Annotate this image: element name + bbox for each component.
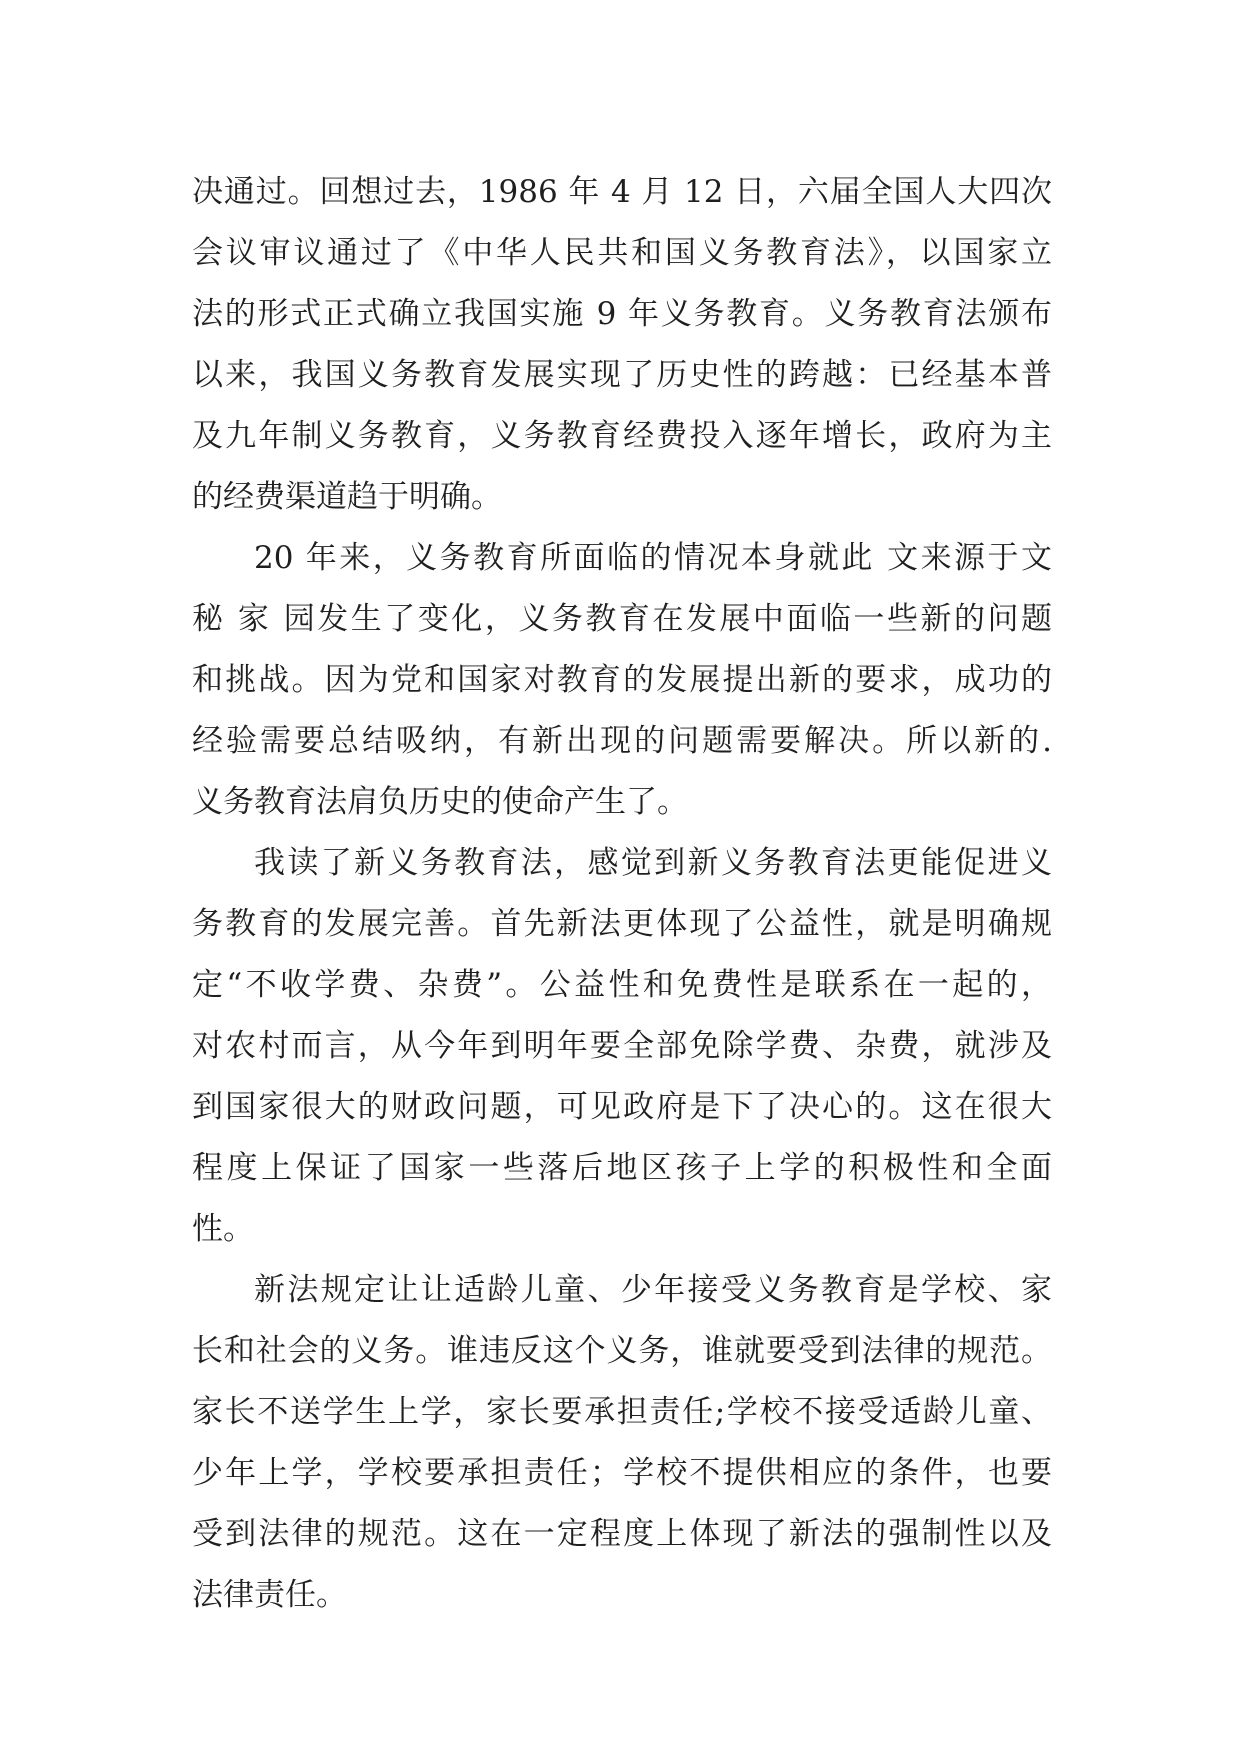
text-line: 我读了新义务教育法，感觉到新义务教育法更能促进义 bbox=[254, 845, 1052, 881]
text-line: 长和社会的义务。谁违反这个义务，谁就要受到法律的规范。 bbox=[192, 1333, 1052, 1369]
text-line: 定“不收学费、杂费”。公益性和免费性是联系在一起的， bbox=[192, 967, 1052, 1003]
text-line: 的经费渠道趋于明确。 bbox=[192, 479, 502, 515]
text-line: 程度上保证了国家一些落后地区孩子上学的积极性和全面 bbox=[192, 1150, 1052, 1186]
text-line: 务教育的发展完善。首先新法更体现了公益性，就是明确规 bbox=[192, 906, 1052, 942]
paragraph-4 bbox=[192, 1260, 1052, 1626]
document-body bbox=[192, 162, 1052, 1626]
paragraph-2 bbox=[192, 528, 1052, 833]
text-line: 法的形式正式确立我国实施 9 年义务教育。义务教育法颁布 bbox=[192, 296, 1052, 332]
paragraph-3 bbox=[192, 833, 1052, 1260]
paragraph-1 bbox=[192, 162, 1052, 528]
text-line: 少年上学，学校要承担责任；学校不提供相应的条件，也要 bbox=[192, 1455, 1052, 1491]
text-line: 受到法律的规范。这在一定程度上体现了新法的强制性以及 bbox=[192, 1516, 1052, 1552]
text-line: 义务教育法肩负历史的使命产生了。 bbox=[192, 784, 688, 820]
text-line: 会议审议通过了《中华人民共和国义务教育法》，以国家立 bbox=[192, 235, 1052, 271]
text-line: 和挑战。因为党和国家对教育的发展提出新的要求，成功的 bbox=[192, 662, 1052, 698]
text-line: 及九年制义务教育，义务教育经费投入逐年增长，政府为主 bbox=[192, 418, 1052, 454]
text-line: 到国家很大的财政问题，可见政府是下了决心的。这在很大 bbox=[192, 1089, 1052, 1125]
text-line: 决通过。回想过去，1986 年 4 月 12 日，六届全国人大四次 bbox=[192, 174, 1052, 210]
text-line: 以来，我国义务教育发展实现了历史性的跨越：已经基本普 bbox=[192, 357, 1052, 393]
text-line: 家长不送学生上学，家长要承担责任;学校不接受适龄儿童、 bbox=[192, 1394, 1052, 1430]
text-line: 新法规定让让适龄儿童、少年接受义务教育是学校、家 bbox=[254, 1272, 1052, 1308]
text-line: 20 年来，义务教育所面临的情况本身就此 文来源于文 bbox=[254, 540, 1052, 576]
text-line: 性。 bbox=[192, 1211, 254, 1247]
text-line: 秘 家 园发生了变化，义务教育在发展中面临一些新的问题 bbox=[192, 601, 1052, 637]
text-line: 对农村而言，从今年到明年要全部免除学费、杂费，就涉及 bbox=[192, 1028, 1052, 1064]
text-line: 法律责任。 bbox=[192, 1577, 347, 1613]
text-line: 经验需要总结吸纳，有新出现的问题需要解决。所以新的. bbox=[192, 723, 1052, 759]
